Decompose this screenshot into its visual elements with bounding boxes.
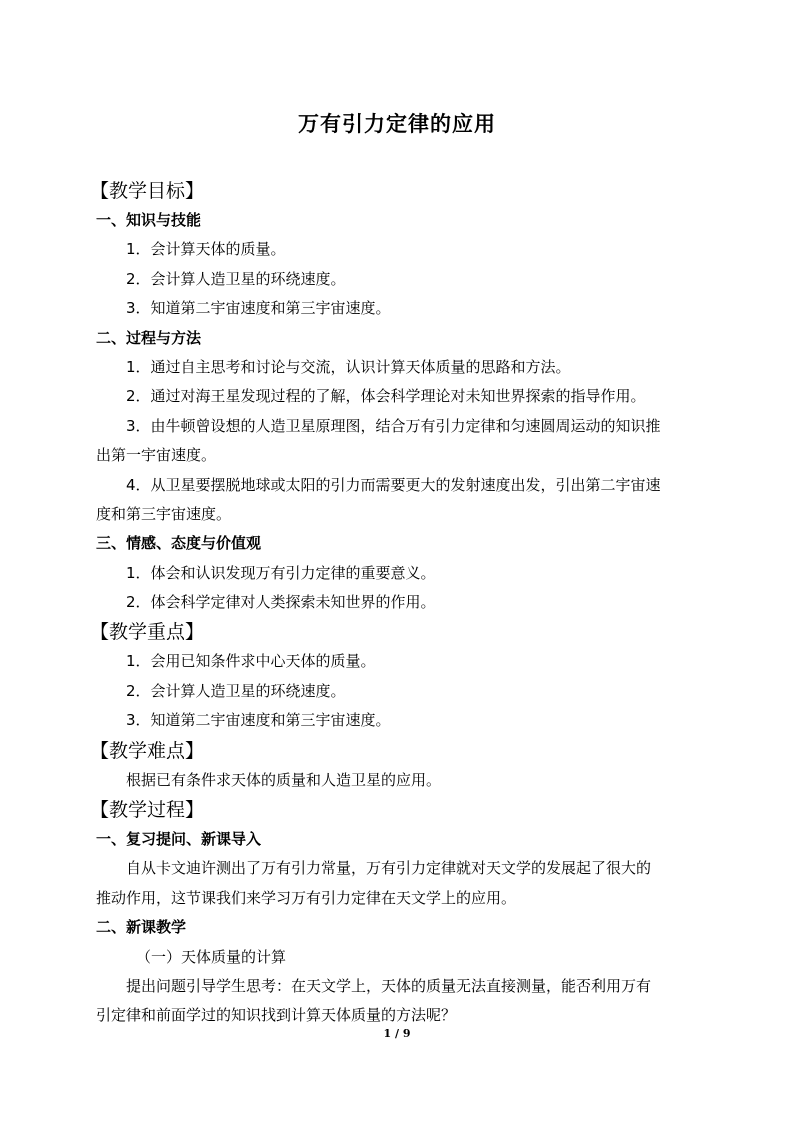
subheading-review: 一、复习提问、新课导入 — [96, 830, 262, 849]
section-heading-objectives: 【教学目标】 — [90, 180, 205, 202]
list-item: 2．通过对海王星发现过程的了解，体会科学理论对未知世界探索的指导作用。 — [126, 387, 646, 406]
list-item: 2．体会科学定律对人类探索未知世界的作用。 — [126, 593, 436, 612]
section-heading-key-points: 【教学重点】 — [90, 621, 205, 644]
list-item: 4．从卫星要摆脱地球或太阳的引力而需要更大的发射速度出发，引出第二宇宙速 — [126, 475, 661, 494]
subheading-emotion: 三、情感、态度与价值观 — [96, 534, 262, 553]
list-item: 1．体会和认识发现万有引力定律的重要意义。 — [126, 563, 436, 582]
subheading-process: 二、过程与方法 — [96, 328, 202, 347]
list-item: 3．知道第二宇宙速度和第三宇宙速度。 — [126, 299, 391, 318]
sub-section-title: （一）天体质量的计算 — [136, 947, 287, 966]
paragraph-continuation: 引定律和前面学过的知识找到计算天体质量的方法呢？ — [96, 1006, 457, 1025]
paragraph: 根据已有条件求天体的质量和人造卫星的应用。 — [126, 770, 442, 789]
list-item: 1．会计算天体的质量。 — [126, 240, 286, 259]
section-heading-difficulties: 【教学难点】 — [90, 739, 205, 762]
page-number: 1 / 9 — [383, 1027, 411, 1040]
page-title: 万有引力定律的应用 — [298, 111, 496, 136]
paragraph-continuation: 推动作用，这节课我们来学习万有引力定律在天文学上的应用。 — [96, 888, 517, 907]
subheading-knowledge: 一、知识与技能 — [96, 211, 202, 229]
list-item: 1．通过自主思考和讨论与交流，认识计算天体质量的思路和方法。 — [126, 357, 571, 376]
subheading-new-lesson: 二、新课教学 — [96, 918, 187, 937]
paragraph: 自从卡文迪许测出了万有引力常量，万有引力定律就对天文学的发展起了很大的 — [126, 859, 652, 878]
document-body — [90, 176, 696, 1031]
list-item: 3．由牛顿曾设想的人造卫星原理图，结合万有引力定律和匀速圆周运动的知识推 — [126, 416, 661, 435]
list-item: 3．知道第二宇宙速度和第三宇宙速度。 — [126, 711, 391, 730]
list-item: 1．会用已知条件求中心天体的质量。 — [126, 652, 376, 671]
paragraph: 提出问题引导学生思考：在天文学上，天体的质量无法直接测量，能否利用万有 — [126, 976, 652, 995]
list-item-continuation: 出第一宇宙速度。 — [96, 446, 217, 465]
list-item: 2．会计算人造卫星的环绕速度。 — [126, 269, 346, 288]
list-item-continuation: 度和第三宇宙速度。 — [96, 504, 232, 523]
list-item: 2．会计算人造卫星的环绕速度。 — [126, 681, 346, 700]
section-heading-procedure: 【教学过程】 — [90, 799, 205, 822]
